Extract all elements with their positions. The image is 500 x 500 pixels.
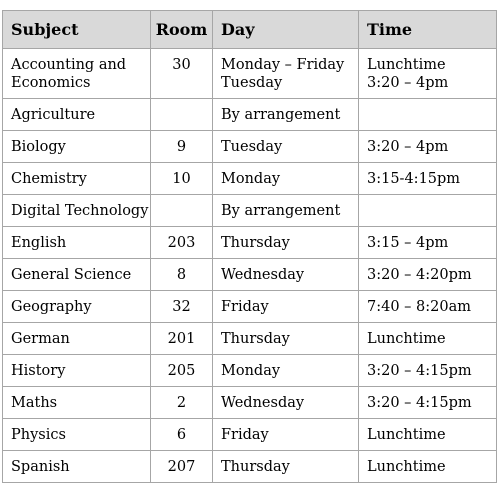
cell-room: 8	[151, 259, 213, 291]
cell-time-line: Lunchtime	[367, 57, 446, 73]
cell-room: 9	[151, 131, 213, 163]
cell-subject	[3, 355, 151, 387]
cell-subject	[3, 131, 151, 163]
header-row	[3, 11, 497, 49]
cell-subject-line: Spanish	[11, 459, 70, 475]
cell-room: 201	[151, 323, 213, 355]
cell-subject	[3, 323, 151, 355]
cell-time	[359, 291, 497, 323]
cell-time	[359, 49, 497, 99]
cell-day	[213, 355, 359, 387]
cell-subject	[3, 227, 151, 259]
table-row	[3, 49, 497, 99]
cell-day	[213, 99, 359, 131]
cell-time-line: 7:40 – 8:20am	[367, 299, 471, 315]
table-body	[3, 49, 497, 483]
cell-time-line: 3:20 – 4pm	[367, 139, 449, 155]
cell-room: 203	[151, 227, 213, 259]
table-row	[3, 419, 497, 451]
table-row	[3, 195, 497, 227]
cell-subject-line: Economics	[11, 75, 91, 91]
cell-subject	[3, 291, 151, 323]
cell-day-line: Wednesday	[221, 395, 305, 411]
header-time: Time	[359, 11, 497, 49]
cell-room: 2	[151, 387, 213, 419]
cell-time	[359, 451, 497, 483]
table-row	[3, 323, 497, 355]
header-room: Room	[151, 11, 213, 49]
table-row	[3, 163, 497, 195]
cell-subject-line: Chemistry	[11, 171, 87, 187]
cell-room: 6	[151, 419, 213, 451]
cell-time	[359, 163, 497, 195]
cell-room: 32	[151, 291, 213, 323]
cell-time	[359, 323, 497, 355]
table-row	[3, 387, 497, 419]
cell-day-line: Tuesday	[221, 139, 283, 155]
cell-subject	[3, 387, 151, 419]
table-row	[3, 131, 497, 163]
cell-room: 10	[151, 163, 213, 195]
cell-subject-line: Digital Technology	[11, 203, 149, 219]
cell-day-line: Wednesday	[221, 267, 305, 283]
cell-subject	[3, 195, 151, 227]
cell-time	[359, 355, 497, 387]
cell-day	[213, 49, 359, 99]
cell-subject-line: Maths	[11, 395, 58, 411]
cell-day-line: Thursday	[221, 235, 290, 251]
cell-time-line: 3:20 – 4pm	[367, 75, 449, 91]
cell-room	[151, 99, 213, 131]
cell-time-line: 3:15 – 4pm	[367, 235, 449, 251]
cell-day-line: Tuesday	[221, 75, 283, 91]
cell-time-line: Lunchtime	[367, 427, 446, 443]
cell-day-line: Monday	[221, 363, 281, 379]
cell-room: 207	[151, 451, 213, 483]
cell-day-line: Friday	[221, 299, 269, 315]
cell-subject	[3, 419, 151, 451]
cell-time	[359, 259, 497, 291]
table-row	[3, 451, 497, 483]
cell-day-line: Thursday	[221, 459, 290, 475]
cell-subject-line: Geography	[11, 299, 92, 315]
table-row	[3, 99, 497, 131]
cell-time-line: Lunchtime	[367, 331, 446, 347]
cell-time-line: 3:20 – 4:15pm	[367, 395, 472, 411]
cell-room: 30	[151, 49, 213, 99]
cell-subject-line: Accounting and	[11, 57, 127, 73]
cell-subject-line: Biology	[11, 139, 66, 155]
cell-time-line: 3:20 – 4:15pm	[367, 363, 472, 379]
cell-subject-line: German	[11, 331, 70, 347]
cell-day	[213, 291, 359, 323]
header-day: Day	[213, 11, 359, 49]
cell-room: 205	[151, 355, 213, 387]
cell-time-line: 3:15-4:15pm	[367, 171, 461, 187]
cell-subject-line: Physics	[11, 427, 66, 443]
table-row	[3, 259, 497, 291]
cell-time	[359, 195, 497, 227]
cell-day-line: By arrangement	[221, 203, 341, 219]
cell-day-line: Thursday	[221, 331, 290, 347]
cell-subject-line: Agriculture	[11, 107, 96, 123]
cell-subject-line: English	[11, 235, 67, 251]
cell-day	[213, 227, 359, 259]
cell-subject-line: History	[11, 363, 66, 379]
cell-room	[151, 195, 213, 227]
header-subject: Subject	[3, 11, 151, 49]
table-row	[3, 227, 497, 259]
cell-day	[213, 131, 359, 163]
cell-time	[359, 227, 497, 259]
cell-day-line: Monday – Friday	[221, 57, 345, 73]
table-row	[3, 291, 497, 323]
cell-time-line: 3:20 – 4:20pm	[367, 267, 472, 283]
cell-time	[359, 99, 497, 131]
cell-subject	[3, 99, 151, 131]
table-row	[3, 355, 497, 387]
cell-day	[213, 259, 359, 291]
cell-day	[213, 323, 359, 355]
cell-time	[359, 387, 497, 419]
cell-subject-line: General Science	[11, 267, 132, 283]
cell-day	[213, 387, 359, 419]
cell-day-line: Friday	[221, 427, 269, 443]
cell-day	[213, 163, 359, 195]
schedule-table	[2, 10, 497, 483]
cell-day	[213, 451, 359, 483]
cell-time	[359, 131, 497, 163]
cell-subject	[3, 451, 151, 483]
cell-day	[213, 195, 359, 227]
cell-subject	[3, 49, 151, 99]
cell-day	[213, 419, 359, 451]
cell-subject	[3, 163, 151, 195]
cell-day-line: Monday	[221, 171, 281, 187]
cell-time-line: Lunchtime	[367, 459, 446, 475]
cell-subject	[3, 259, 151, 291]
cell-day-line: By arrangement	[221, 107, 341, 123]
cell-time	[359, 419, 497, 451]
